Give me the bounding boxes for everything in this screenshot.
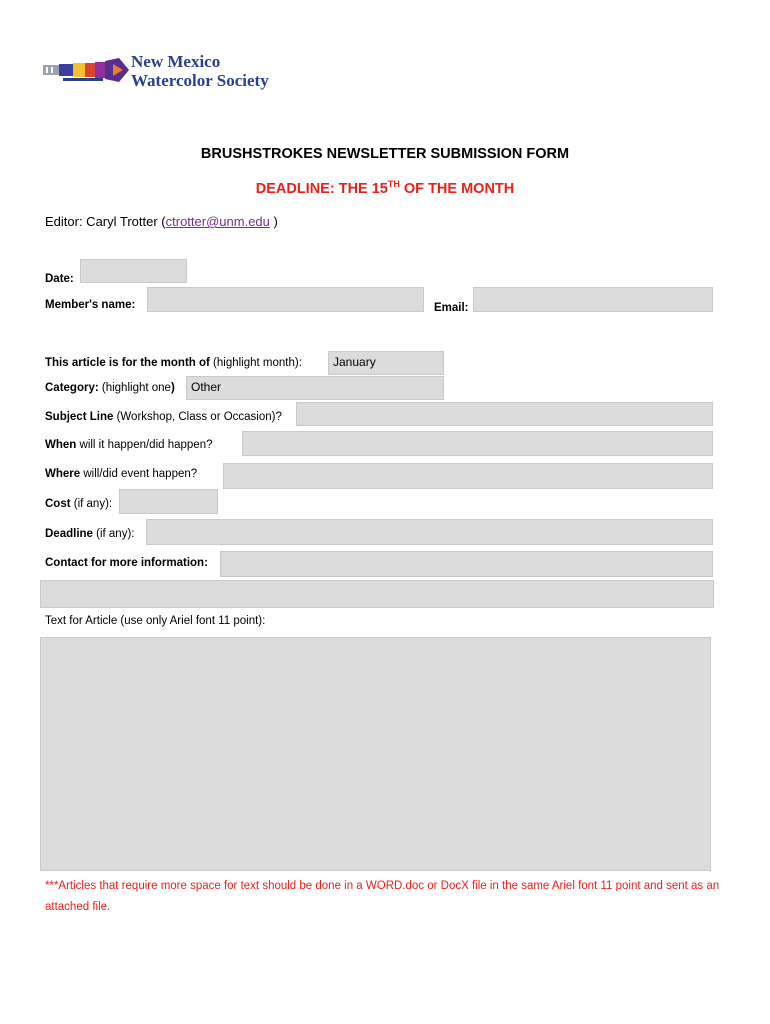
deadline-field[interactable]	[146, 519, 713, 545]
cost-label: Cost (if any):	[45, 498, 113, 510]
when-label: When will it happen/did happen?	[45, 439, 213, 451]
date-field[interactable]	[80, 259, 187, 283]
date-label: Date:	[45, 273, 74, 285]
article-text-area[interactable]	[40, 637, 711, 871]
paintbrush-logo-icon	[43, 56, 129, 86]
text-article-label: Text for Article (use only Ariel font 11 point):	[45, 615, 266, 627]
editor-email-link[interactable]: ctrotter@unm.edu	[165, 214, 270, 229]
deadline-superscript: TH	[387, 179, 400, 189]
page-title: BRUSHSTROKES NEWSLETTER SUBMISSION FORM	[200, 146, 570, 162]
editor-line	[45, 214, 278, 229]
members-name-label: Member's name:	[45, 299, 136, 311]
footnote: ***Articles that require more space for text should be done in a WORD.doc or DocX file in the same Ariel font 11 point and sent as an attached file.	[45, 880, 720, 913]
members-name-field[interactable]	[147, 287, 424, 312]
subject-line-label: Subject Line (Workshop, Class or Occasion)?	[45, 411, 282, 423]
when-field[interactable]	[242, 431, 713, 456]
deadline-field-label: Deadline (if any):	[45, 528, 135, 540]
logo	[43, 52, 283, 94]
category-label: Category: (highlight one)	[45, 382, 175, 394]
subject-line-field[interactable]	[296, 402, 713, 426]
email-label: Email:	[434, 302, 469, 314]
cost-field[interactable]	[119, 489, 218, 514]
logo-line-2: Watercolor Society	[131, 71, 269, 90]
category-value: Other	[191, 380, 222, 394]
month-select[interactable]	[328, 351, 444, 375]
where-label: Where will/did event happen?	[45, 468, 198, 480]
editor-prefix: Editor: Caryl Trotter (	[45, 214, 166, 229]
month-value: January	[333, 355, 376, 369]
email-field[interactable]	[473, 287, 713, 312]
deadline-suffix: OF THE MONTH	[399, 181, 515, 197]
logo-line-1: New Mexico	[131, 52, 221, 71]
contact-label: Contact for more information:	[45, 557, 208, 569]
editor-suffix: )	[269, 214, 278, 229]
where-field[interactable]	[223, 463, 713, 489]
contact-field[interactable]	[220, 551, 713, 577]
category-select[interactable]	[186, 376, 444, 400]
deadline-prefix: DEADLINE: THE 15	[255, 181, 388, 197]
contact-field-continued[interactable]	[40, 580, 714, 608]
month-label: This article is for the month of (highlight month):	[45, 357, 302, 369]
deadline-heading	[0, 181, 770, 197]
